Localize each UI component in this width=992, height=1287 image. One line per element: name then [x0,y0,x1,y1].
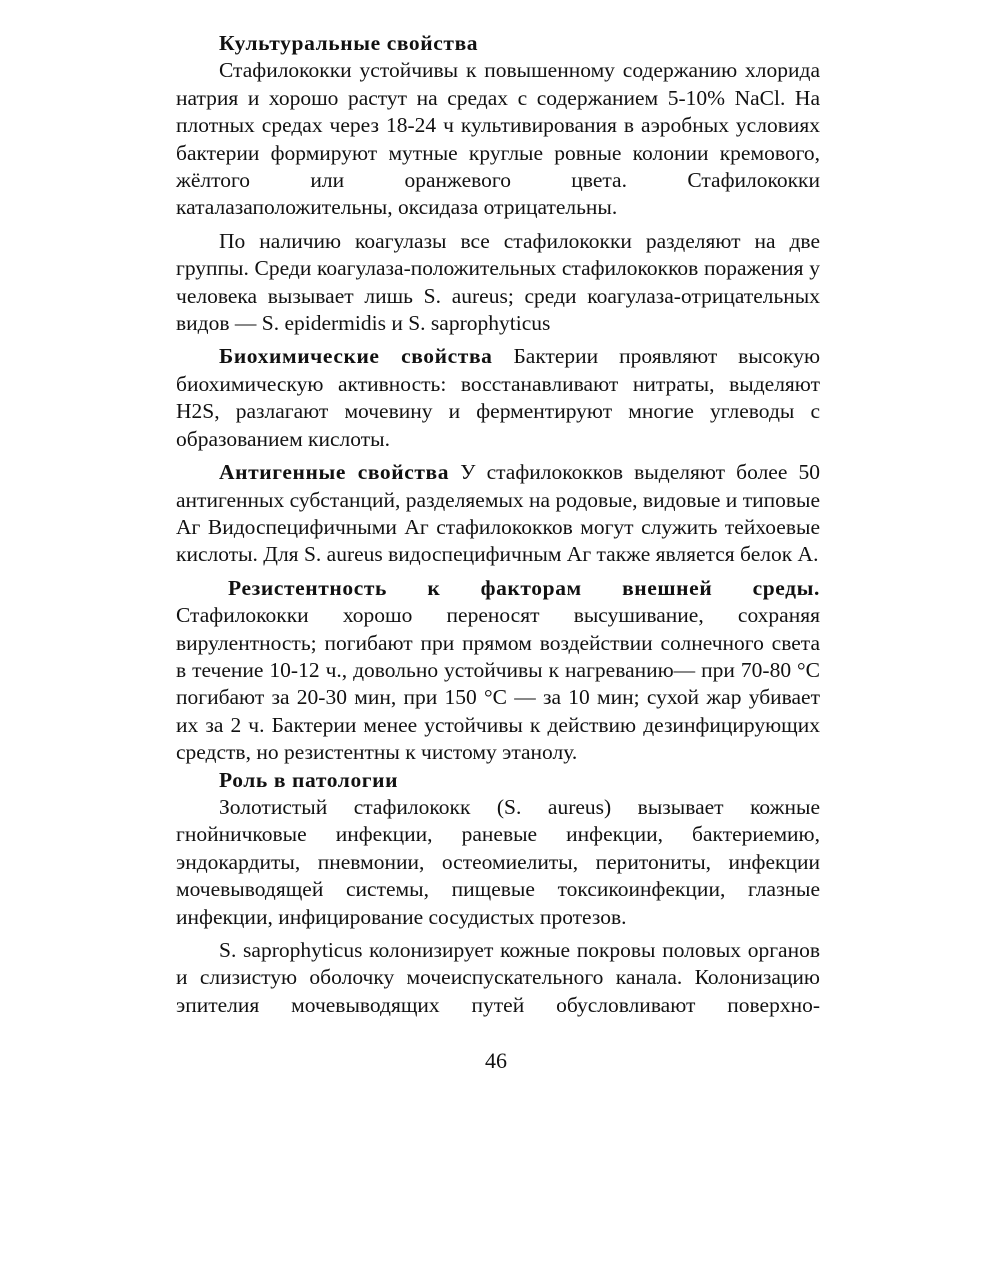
biochemical-text: Бактерии проявляют высокую биохимическую активность: восстанавливают нитраты, выделяют H2S, разлагают мочевину и ферментируют многие углеводы с образованием кислоты. [176,344,821,451]
section-heading-cultural: Культуральные свойства [219,31,479,55]
paragraph-biochemical [176,343,820,453]
antigenic-text: У стафилококков выделяют более 50 антигенных субстанций, разделяемых на родовые, видовые и типовые Аг Видоспецифичными Аг стафилококков могут служить тейхоевые кислоты. Для S. aureus видоспецифичным Аг также является белок А. [176,460,821,567]
section-heading-pathology: Роль в патологии [219,767,399,792]
text-column [176,30,820,1019]
paragraph-pathology-1: Золотистый стафилококк (S. aureus) вызывает кожные гнойничковые инфекции, раневые инфекции, бактериемию, эндокардиты, пневмонии, остеомиелиты, перитониты, инфекции мочевыводящей системы, пищевые токсикоинфекции, глазные инфекции, инфицирование сосудистых протезов. [176,794,820,929]
page-number: 46 [485,1048,507,1073]
paragraph-cultural-1: Стафилококки устойчивы к повышенному содержанию хлорида натрия и хорошо растут на средах с содержанием 5-10% NaCl. На плотных средах через 18-24 ч культивирования в аэробных условиях бактерии формируют мутные круглые ровные колонии кремового, жёлтого или оранжевого цвета. Стафилококки каталазаположительны, оксидаза отрицательны. [176,58,820,220]
section-heading-antigenic: Антигенные свойства [219,460,450,485]
section-heading-resistance: Резистентность к факторам внешней среды. [228,575,820,600]
section-heading-biochemical: Биохимические свойства [219,344,493,369]
paragraph-coagulase: По наличию коагулазы все стафилококки разделяют на две группы. Среди коагулаза-положительных стафилококков поражения у человека вызывает лишь S. aureus; среди коагулаза-отрицательных видов — S. epidermidis и S. saprophyticus [176,228,820,336]
paragraph-antigenic [176,459,820,569]
paragraph-resistance [176,575,820,767]
resistance-text: Стафилококки хорошо переносят высушивание, сохраняя вирулентность; погибают при прямом воздействии солнечного света в течение 10-12 ч., довольно устойчивы к нагреванию— при 70-80 °С погибают за 20-30 мин, при 150 °С — за 10 мин; сухой жар убивает их за 2 ч. Бактерии менее устойчивы к действию дезинфицирующих средств, но резистентны к чистому этанолу. [176,603,820,765]
paragraph-saprophyticus: S. saprophyticus колонизирует кожные покровы половых органов и слизистую оболочку мочеиспускательного канала. Колонизацию эпителия мочевыводящих путей обусловливают поверхно- [176,938,820,1017]
